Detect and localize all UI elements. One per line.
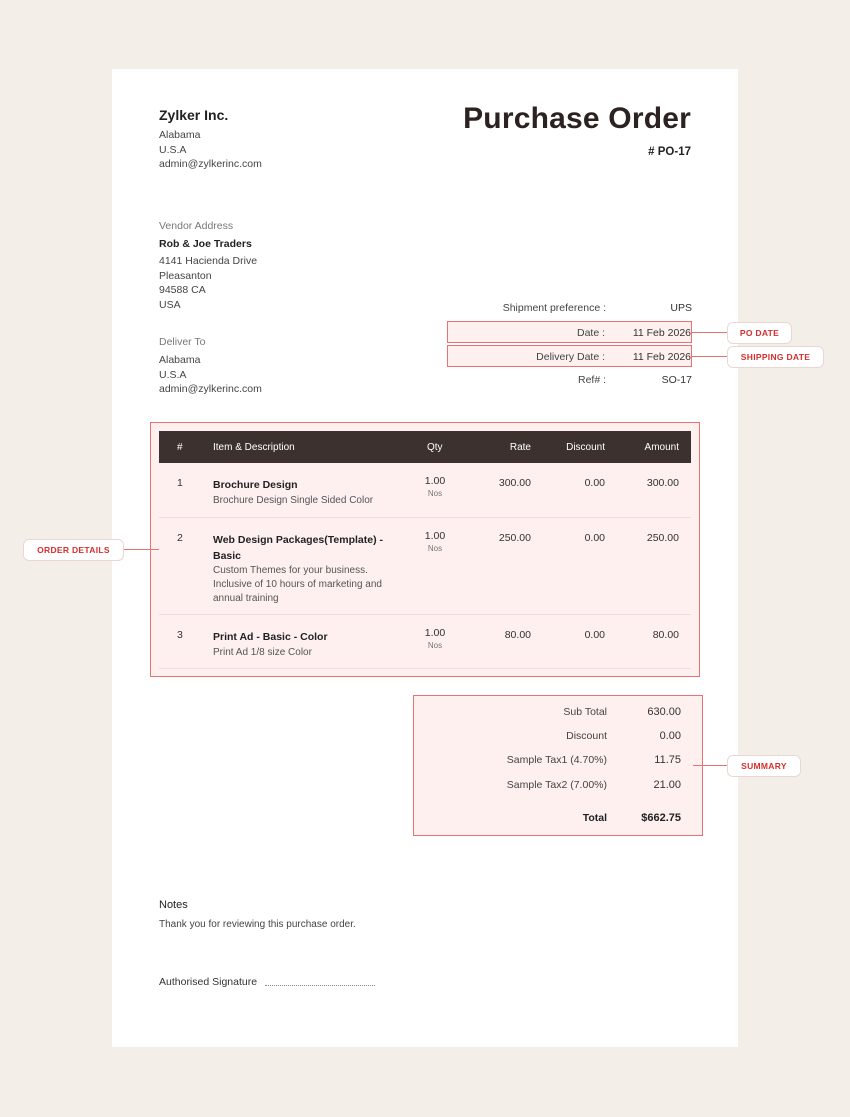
notes-text: Thank you for reviewing this purchase order. <box>159 919 356 930</box>
item-rate: 250.00 <box>498 532 531 544</box>
summary-callout: SUMMARY <box>727 755 801 777</box>
shipping-date-connector <box>692 356 727 357</box>
discount-value: 0.00 <box>659 730 681 742</box>
po-date-connector <box>692 332 727 333</box>
column-header-rate: Rate <box>509 442 531 453</box>
deliver-to-address <box>159 353 262 397</box>
reference-row <box>447 369 692 391</box>
purchase-order-page <box>112 69 738 1047</box>
shipment-preference-value: UPS <box>670 302 692 314</box>
deliver-address-line: Alabama <box>159 354 201 366</box>
item-rate: 300.00 <box>498 477 531 489</box>
column-header-item: Item & Description <box>213 442 295 453</box>
tax2-label: Sample Tax2 (7.00%) <box>506 779 607 791</box>
deliver-address-line: U.S.A <box>159 368 187 381</box>
tax2-value: 21.00 <box>653 779 681 791</box>
company-address-line: Alabama <box>159 129 201 141</box>
item-qty: 1.00 <box>424 627 446 639</box>
table-row <box>159 463 691 518</box>
table-row <box>159 615 691 669</box>
notes-label: Notes <box>159 899 188 911</box>
po-date-row <box>447 321 692 343</box>
column-header-number: # <box>177 442 183 453</box>
tax1-value: 11.75 <box>654 754 681 766</box>
vendor-address <box>159 254 257 312</box>
reference-label: Ref# : <box>577 374 606 386</box>
item-amount: 250.00 <box>646 532 679 544</box>
item-amount: 80.00 <box>652 629 679 641</box>
vendor-address-label: Vendor Address <box>159 220 234 232</box>
signature-dotted-line <box>265 985 375 986</box>
item-discount: 0.00 <box>584 532 605 544</box>
item-unit: Nos <box>427 489 443 498</box>
deliver-email: admin@zylkerinc.com <box>159 383 262 395</box>
item-name: Web Design Packages(Template) - Basic <box>213 534 383 562</box>
item-name: Brochure Design <box>213 479 298 491</box>
table-row <box>159 518 691 615</box>
column-header-amount: Amount <box>644 442 679 453</box>
item-unit: Nos <box>427 641 443 650</box>
order-details-callout: ORDER DETAILS <box>23 539 124 561</box>
item-description: Custom Themes for your business. Inclusive of 10 hours of marketing and annual training <box>213 565 382 604</box>
delivery-date-row <box>447 345 692 367</box>
po-date-value: 11 Feb 2026 <box>632 327 691 339</box>
tax1-label: Sample Tax1 (4.70%) <box>506 754 607 766</box>
company-address-line: U.S.A <box>159 143 187 156</box>
item-discount: 0.00 <box>584 629 605 641</box>
signature-line <box>159 976 375 988</box>
column-header-discount: Discount <box>566 442 605 453</box>
item-number: 2 <box>177 532 183 544</box>
company-name: Zylker Inc. <box>159 107 229 123</box>
po-date-label: Date : <box>576 327 605 339</box>
order-details-connector <box>123 549 159 550</box>
vendor-name: Rob & Joe Traders <box>159 238 252 250</box>
item-amount: 300.00 <box>646 477 679 489</box>
company-address <box>159 128 262 172</box>
delivery-date-value: 11 Feb 2026 <box>632 351 691 363</box>
vendor-address-line: Pleasanton <box>159 269 212 282</box>
reference-value: SO-17 <box>661 374 692 386</box>
po-number: # PO-17 <box>648 146 691 158</box>
subtotal-value: 630.00 <box>647 706 681 718</box>
item-rate: 80.00 <box>504 629 531 641</box>
shipment-preference-label: Shipment preference : <box>502 302 606 314</box>
item-name: Print Ad - Basic - Color <box>213 631 328 643</box>
company-email: admin@zylkerinc.com <box>159 158 262 170</box>
items-table-header <box>159 431 691 463</box>
total-value: $662.75 <box>641 812 681 824</box>
column-header-qty: Qty <box>427 442 443 453</box>
vendor-address-line: USA <box>159 298 181 311</box>
delivery-date-label: Delivery Date : <box>536 351 605 363</box>
subtotal-label: Sub Total <box>563 706 607 718</box>
item-description: Brochure Design Single Sided Color <box>213 495 374 506</box>
shipment-preference-row <box>447 297 692 319</box>
item-discount: 0.00 <box>584 477 605 489</box>
discount-label: Discount <box>566 730 607 742</box>
deliver-to-label: Deliver To <box>159 336 206 348</box>
total-label: Total <box>582 812 607 824</box>
item-number: 1 <box>177 477 183 489</box>
document-title: Purchase Order <box>463 102 691 135</box>
vendor-address-line: 4141 Hacienda Drive <box>159 255 258 267</box>
item-qty: 1.00 <box>424 475 446 487</box>
item-unit: Nos <box>427 544 443 553</box>
item-qty: 1.00 <box>424 530 446 542</box>
shipping-date-callout: SHIPPING DATE <box>727 346 824 368</box>
item-number: 3 <box>177 629 183 641</box>
vendor-address-line: 94588 CA <box>159 284 206 296</box>
summary-connector <box>693 765 727 766</box>
po-date-callout: PO DATE <box>727 322 792 344</box>
signature-label: Authorised Signature <box>159 976 258 988</box>
item-description: Print Ad 1/8 size Color <box>213 647 312 658</box>
